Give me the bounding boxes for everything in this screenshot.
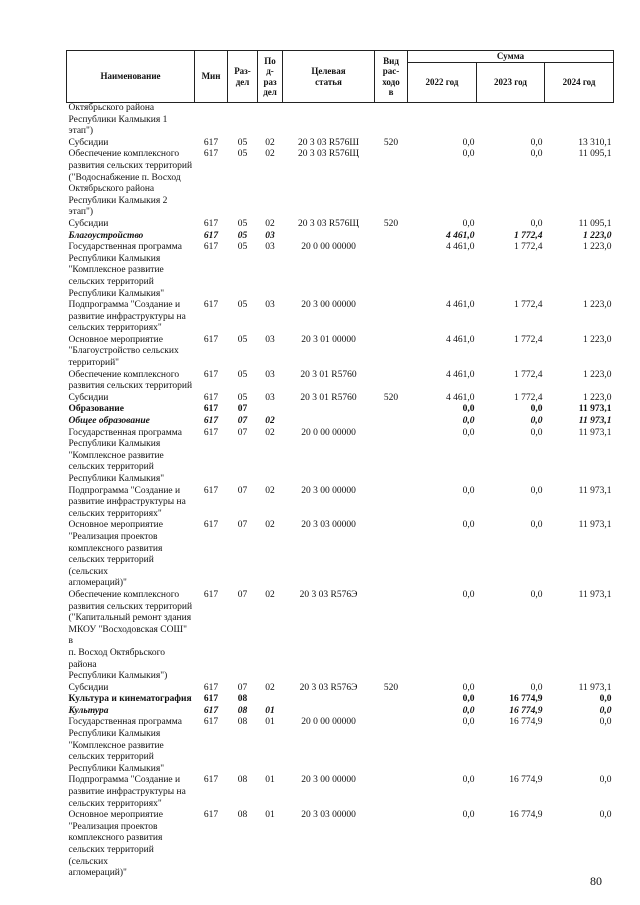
row-podrazdel: 02 [265,589,275,600]
table-row [67,300,614,335]
row-2022: 4 461,0 [446,300,475,311]
header-target: Целевая статья [283,51,375,103]
row-2022: 0,0 [462,149,475,160]
row-2023: 16 774,9 [509,694,543,705]
row-2022: 0,0 [462,810,475,821]
row-razdel [228,103,258,138]
row-razdel: 05 [237,300,248,311]
row-2023: 16 774,9 [509,705,543,716]
row-min: 617 [203,218,219,229]
row-2024: 0,0 [599,775,612,786]
row-razdel: 05 [237,230,248,241]
row-vid [375,370,408,393]
row-min: 617 [203,230,219,241]
row-min [195,103,228,138]
row-2024: 13 310,1 [578,137,612,148]
row-razdel: 05 [237,392,248,403]
row-vid [375,486,408,521]
row-target: 20 3 03 R576Щ [297,149,360,160]
row-min: 617 [203,334,219,345]
row-name: Субсидии [68,682,109,693]
row-name: Подпрограмма "Создание и развитие инфраструктуры на сельских территориях" [68,485,186,519]
row-name: Основное мероприятие "Благоустройство сельских территорий" [68,334,179,369]
header-2024: 2024 год [545,63,614,103]
row-2023: 0,0 [530,416,543,427]
row-target [283,404,375,416]
row-razdel: 07 [237,589,248,600]
row-target: 20 3 03 R576Э [299,589,358,600]
row-podrazdel: 03 [265,230,275,241]
row-podrazdel: 03 [265,242,275,253]
row-podrazdel: 03 [265,334,275,345]
row-razdel: 05 [237,218,248,229]
row-vid [375,520,408,590]
row-target: 20 0 00 00000 [301,242,356,253]
row-target: 20 3 00 00000 [301,775,356,786]
row-2022: 0,0 [462,775,475,786]
row-name: Октябрьского района Республики Калмыкия 1 этап") [68,103,168,137]
row-target [283,231,375,243]
row-target: 20 3 03 00000 [301,520,356,531]
row-target: 20 3 03 R576Э [299,682,358,693]
row-podrazdel: 02 [265,218,275,229]
row-2023: 1 772,4 [514,392,543,403]
row-target: 20 0 00 00000 [301,427,356,438]
row-name: Субсидии [68,392,109,403]
row-2022 [408,103,477,138]
row-target: 20 3 03 R576Щ [297,218,360,229]
row-razdel: 05 [237,369,248,380]
row-2023: 0,0 [530,218,543,229]
row-2023: 1 772,4 [514,242,543,253]
row-2022: 4 461,0 [446,369,475,380]
row-razdel: 05 [237,149,248,160]
row-name: Государственная программа Республики Калмыкия "Комплексное развитие сельских территорий Республики Калмыкия" [68,427,182,484]
row-razdel: 08 [237,717,248,728]
row-2022: 0,0 [462,520,475,531]
table-row [67,404,614,416]
row-min: 617 [203,416,219,427]
table-row [67,810,614,880]
row-2022: 4 461,0 [446,334,475,345]
table-row [67,335,614,370]
row-min: 617 [203,149,219,160]
row-target: 20 3 03 R576Ш [297,137,360,148]
row-2022: 0,0 [462,137,475,148]
row-2024: 1 223,0 [583,392,612,403]
row-podrazdel: 02 [265,149,275,160]
row-name: Подпрограмма "Создание и развитие инфраструктуры на сельских территориях" [68,300,186,334]
row-vid: 520 [383,137,399,148]
table-row [67,694,614,706]
table-row [67,416,614,428]
table-header [67,51,614,103]
row-2022: 4 461,0 [446,392,475,403]
row-2024: 1 223,0 [583,334,612,345]
row-target: 20 3 00 00000 [301,485,356,496]
header-podrazdel: По д- раз дел [258,51,283,103]
row-min: 617 [203,392,219,403]
row-2023 [477,103,545,138]
row-vid [375,590,408,683]
header-name: Наименование [67,51,195,103]
row-2022: 0,0 [462,416,475,427]
row-2023: 16 774,9 [509,810,543,821]
row-podrazdel: 03 [265,300,275,311]
row-podrazdel: 01 [265,775,275,786]
row-min: 617 [203,717,219,728]
row-2022: 0,0 [462,427,475,438]
row-razdel: 08 [237,775,248,786]
row-podrazdel [258,103,283,138]
table-row [67,520,614,590]
row-podrazdel: 03 [265,392,275,403]
row-2022: 0,0 [462,218,475,229]
table-row [67,706,614,718]
row-2022: 0,0 [462,705,475,716]
row-podrazdel: 01 [265,705,275,716]
row-min: 617 [203,682,219,693]
row-razdel: 07 [237,427,248,438]
table-row [67,428,614,486]
table-row [67,393,614,405]
row-2024 [545,103,614,138]
row-2024: 11 973,1 [578,520,612,531]
table-row [67,103,614,138]
row-name: Субсидии [68,218,109,229]
row-vid [375,810,408,880]
row-2023: 0,0 [530,137,543,148]
row-min: 617 [203,300,219,311]
row-2023: 0,0 [530,520,543,531]
row-2024: 0,0 [599,717,612,728]
row-podrazdel: 01 [265,717,275,728]
row-razdel: 07 [237,416,248,427]
row-2024: 11 973,1 [578,404,612,415]
row-name: Обеспечение комплексного развития сельских территорий ("Водоснабжение п. Восход Октябрьского района Республики Калмыкия 2 этап") [68,149,193,218]
row-min: 617 [203,427,219,438]
row-razdel: 08 [237,810,248,821]
row-name: Подпрограмма "Создание и развитие инфраструктуры на сельских территориях" [68,775,186,809]
row-2022: 0,0 [462,485,475,496]
row-podrazdel: 02 [265,416,275,427]
row-2023: 0,0 [530,149,543,160]
row-min: 617 [203,485,219,496]
row-name: Обеспечение комплексного развития сельских территорий ("Капитальный ремонт здания МКОУ "Восходовская СОШ" в п. Восход Октябрьского района Республики Калмыкия") [68,589,193,682]
table-row [67,138,614,150]
table-row [67,219,614,231]
row-target: 20 3 03 00000 [301,810,356,821]
row-2024: 11 973,1 [578,427,612,438]
row-name: Культура [68,705,109,716]
row-2024: 11 973,1 [578,485,612,496]
row-min: 617 [203,775,219,786]
row-min: 617 [203,137,219,148]
row-vid [375,335,408,370]
header-min: Мин [195,51,228,103]
header-2023: 2023 год [477,63,545,103]
row-vid [375,416,408,428]
row-podrazdel: 02 [265,485,275,496]
row-razdel: 05 [237,137,248,148]
row-name: Образование [68,404,124,415]
budget-table [66,50,614,880]
row-2024: 11 973,1 [578,682,612,693]
row-podrazdel: 02 [265,137,275,148]
row-2022: 0,0 [462,694,475,705]
header-razdel: Раз- дел [228,51,258,103]
row-razdel: 07 [237,682,248,693]
row-min: 617 [203,369,219,380]
row-2022: 0,0 [462,717,475,728]
row-razdel: 07 [237,485,248,496]
row-target: 20 3 01 00000 [301,334,356,345]
row-podrazdel: 03 [265,369,275,380]
row-2024: 0,0 [599,705,612,716]
row-razdel: 07 [237,520,248,531]
table-row [67,149,614,219]
row-target: 20 0 00 00000 [301,717,356,728]
row-2024: 1 223,0 [583,369,612,380]
page-number: 80 [590,874,602,888]
row-vid [375,694,408,706]
row-vid [375,428,408,486]
row-target [283,416,375,428]
row-2023: 0,0 [530,589,543,600]
row-2024: 1 223,0 [583,242,612,253]
row-razdel: 05 [237,242,248,253]
row-vid: 520 [383,218,399,229]
row-vid [375,706,408,718]
row-vid [375,231,408,243]
row-min: 617 [203,705,219,716]
row-razdel: 08 [237,694,248,705]
table-row [67,717,614,775]
header-2022: 2022 год [408,63,477,103]
row-2022: 4 461,0 [446,230,475,241]
header-sum: Сумма [408,51,614,63]
row-min: 617 [203,810,219,821]
row-vid [375,404,408,416]
row-2023: 1 772,4 [514,300,543,311]
row-2022: 0,0 [462,404,475,415]
row-2023: 1 772,4 [514,369,543,380]
row-podrazdel [258,694,283,706]
row-2022: 4 461,0 [446,242,475,253]
row-razdel: 05 [237,334,248,345]
table-row [67,486,614,521]
row-podrazdel: 02 [265,520,275,531]
table-row [67,231,614,243]
row-podrazdel [258,404,283,416]
row-podrazdel: 02 [265,682,275,693]
row-podrazdel: 02 [265,427,275,438]
row-min: 617 [203,242,219,253]
row-name: Государственная программа Республики Калмыкия "Комплексное развитие сельских территорий Республики Калмыкия" [68,242,182,299]
row-2024: 1 223,0 [583,230,612,241]
row-2024: 11 095,1 [578,149,612,160]
row-podrazdel: 01 [265,810,275,821]
row-2023: 16 774,9 [509,775,543,786]
row-min: 617 [203,694,219,705]
row-vid [375,717,408,775]
row-min: 617 [203,404,219,415]
row-2022: 0,0 [462,589,475,600]
row-razdel: 08 [237,705,248,716]
row-2024: 11 973,1 [578,416,612,427]
row-2024: 1 223,0 [583,300,612,311]
row-2022: 0,0 [462,682,475,693]
row-name: Культура и кинематография [68,694,192,705]
row-name: Общее образование [68,416,150,427]
row-vid: 520 [383,682,399,693]
row-target [283,706,375,718]
row-2023: 0,0 [530,427,543,438]
table-row [67,242,614,300]
row-name: Основное мероприятие "Реализация проектов комплексного развития сельских территорий (сельских агломераций)" [68,520,163,589]
row-vid [375,242,408,300]
row-2024: 11 095,1 [578,218,612,229]
row-target: 20 3 01 R5760 [300,392,357,403]
row-name: Обеспечение комплексного развития сельских территорий [68,369,193,392]
row-min: 617 [203,520,219,531]
row-target: 20 3 01 R5760 [300,369,357,380]
header-vid: Вид рас- ходо в [375,51,408,103]
row-2024: 0,0 [599,810,612,821]
row-2023: 0,0 [530,485,543,496]
row-2024: 0,0 [599,694,612,705]
row-target: 20 3 00 00000 [301,300,356,311]
row-2023: 1 772,4 [514,230,543,241]
row-vid [375,149,408,219]
row-vid [375,103,408,138]
table-body [67,103,614,880]
row-2023: 1 772,4 [514,334,543,345]
table-row [67,370,614,393]
row-razdel: 07 [237,404,248,415]
table-row [67,683,614,695]
row-target [283,103,375,138]
row-vid [375,300,408,335]
row-name: Государственная программа Республики Калмыкия "Комплексное развитие сельских территорий Республики Калмыкия" [68,717,182,774]
row-2023: 16 774,9 [509,717,543,728]
row-name: Благоустройство [68,230,144,241]
row-name: Основное мероприятие "Реализация проектов комплексного развития сельских территорий (сельских агломераций)" [68,810,163,879]
row-vid [375,775,408,810]
row-target [283,694,375,706]
table-row [67,775,614,810]
row-2024: 11 973,1 [578,589,612,600]
row-vid: 520 [383,392,399,403]
row-2023: 0,0 [530,682,543,693]
row-2023: 0,0 [530,404,543,415]
row-min: 617 [203,589,219,600]
row-name: Субсидии [68,137,109,148]
table-row [67,590,614,683]
